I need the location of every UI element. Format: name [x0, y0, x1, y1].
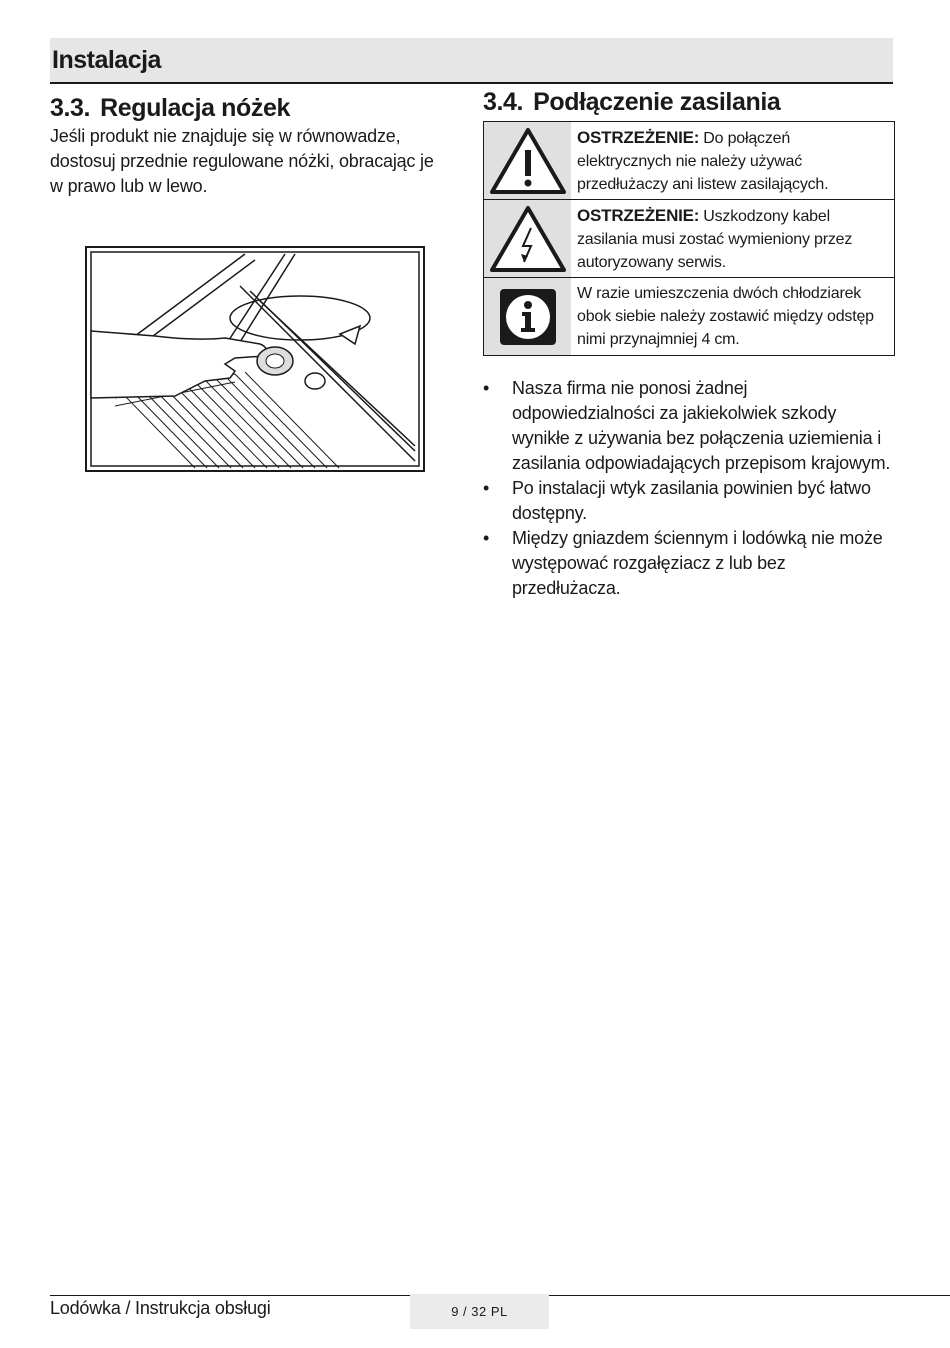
notice-icon-cell — [484, 122, 571, 199]
list-item-text: Nasza firma nie ponosi żadnej odpowiedzialności za jakiekolwiek szkody wynikłe z używania bez połączenia uziemienia i zasilania odpowiadających przepisom krajowym. — [512, 378, 891, 473]
bullet-icon: • — [483, 378, 490, 398]
bullet-icon: • — [483, 528, 490, 548]
warning-label: OSTRZEŻENIE: — [577, 128, 700, 147]
warning-triangle-icon — [489, 126, 567, 196]
notice-icon-cell — [484, 278, 571, 355]
page-title: Instalacja — [52, 46, 161, 74]
list-item — [483, 476, 893, 526]
list-item-text: Między gniazdem ściennym i lodówką nie może występować rozgałęziacz z lub bez przedłużacza. — [512, 528, 883, 598]
section-number: 3.3. — [50, 94, 91, 122]
leveling-instructions: Jeśli produkt nie znajduje się w równowadze, dostosuj przednie regulowane nóżki, obracając je w prawo lub w lewo. — [50, 126, 434, 196]
notice-row — [484, 122, 894, 200]
foot-adjustment-illustration — [85, 246, 425, 472]
list-item-text: Po instalacji wtyk zasilania powinien być łatwo dostępny. — [512, 478, 871, 523]
list-item — [483, 376, 893, 476]
section-header-bar — [50, 38, 893, 84]
notice-text — [571, 122, 894, 199]
section-title-text: Podłączenie zasilania — [533, 88, 781, 116]
power-connection-section — [483, 86, 893, 118]
section-heading-3-4 — [483, 86, 893, 118]
notice-text — [571, 200, 894, 277]
info-icon — [498, 287, 558, 347]
power-connection-bullets — [483, 376, 893, 601]
leveling-feet-section — [50, 92, 450, 199]
list-item — [483, 526, 893, 601]
notice-body: W razie umieszczenia dwóch chłodziarek obok siebie należy zostawić między odstęp nimi przynajmniej 4 cm. — [577, 285, 874, 348]
footer-document-title: Lodówka / Instrukcja obsługi — [50, 1298, 271, 1318]
section-heading-3-3 — [50, 92, 450, 124]
safety-notice-table — [483, 121, 895, 356]
bullet-icon: • — [483, 478, 490, 498]
notice-row — [484, 200, 894, 278]
electric-hazard-icon — [489, 204, 567, 274]
notice-text — [571, 278, 894, 355]
notice-row — [484, 278, 894, 355]
warning-label: OSTRZEŻENIE: — [577, 206, 700, 225]
page-indicator: 9 / 32 PL — [410, 1294, 549, 1329]
section-number: 3.4. — [483, 88, 524, 116]
notice-icon-cell — [484, 200, 571, 277]
notice-body: Uszkodzony kabel zasilania musi zostać wymieniony przez autoryzowany serwis. — [577, 208, 853, 271]
notice-body: Do połączeń elektrycznych nie należy używać przedłużaczy ani listew zasilających. — [577, 130, 829, 193]
section-title-text: Regulacja nóżek — [100, 94, 291, 122]
